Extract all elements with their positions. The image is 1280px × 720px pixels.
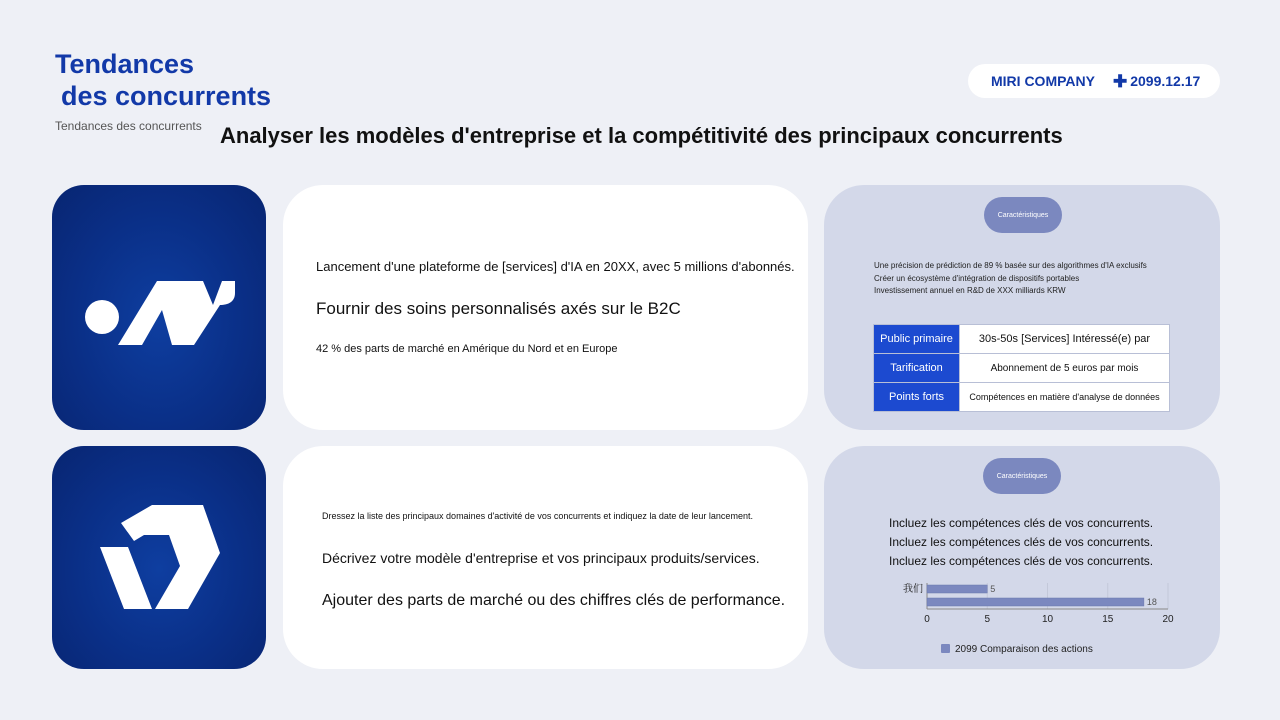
summary-line-2: Fournir des soins personnalisés axés sur le B2C	[316, 299, 681, 318]
competency-line: Incluez les compétences clés de vos concurrents.	[889, 535, 1154, 549]
x-tick-label: 5	[984, 614, 991, 625]
y-category-label: 我们	[903, 584, 923, 595]
table-key: Tarification	[874, 354, 960, 383]
bar	[927, 598, 1144, 606]
competitor-info-table	[873, 324, 1170, 412]
page-title	[55, 48, 271, 112]
headline: Analyser les modèles d'entreprise et la compétitivité des principaux concurrents	[220, 123, 1063, 148]
table-key: Points forts	[874, 383, 960, 412]
table-row	[874, 383, 1170, 412]
competitor-logo-card-2	[52, 446, 266, 669]
date-text: 2099.12.17	[1130, 73, 1201, 89]
table-row	[874, 325, 1170, 354]
company-badge	[968, 64, 1220, 98]
features-card-2	[824, 446, 1220, 669]
plus-icon: ✚	[1112, 71, 1128, 91]
x-tick-label: 0	[924, 614, 930, 625]
table-value: Compétences en matière d'analyse de données	[960, 383, 1170, 412]
features-bullets	[874, 260, 1147, 298]
company-name: MIRI COMPANY	[991, 73, 1095, 89]
summary-line-2: Décrivez votre modèle d'entreprise et vos principaux produits/services.	[322, 550, 760, 566]
table-value: 30s-50s [Services] Intéressé(e) par	[960, 325, 1170, 354]
table-value: Abonnement de 5 euros par mois	[960, 354, 1170, 383]
x-tick-label: 10	[1041, 614, 1054, 625]
title-line-2: des concurrents	[61, 81, 272, 111]
summary-line-3: 42 % des parts de marché en Amérique du Nord et en Europe	[316, 343, 618, 355]
feature-bullet: Une précision de prédiction de 89 % basée sur des algorithmes d'IA exclusifs	[874, 261, 1147, 270]
table-key: Public primaire	[874, 325, 960, 354]
dot-n-logo-icon	[52, 185, 266, 430]
competitor-summary-card-2	[283, 446, 808, 669]
legend-label: 2099 Comparaison des actions	[955, 644, 1093, 655]
date-badge	[1113, 73, 1200, 90]
title-line-1: Tendances	[55, 49, 195, 79]
legend-swatch	[941, 644, 950, 653]
competency-line: Incluez les compétences clés de vos concurrents.	[889, 516, 1154, 530]
summary-line-1: Dressez la liste des principaux domaines d'activité de vos concurrents et indiquez la date de leur lancement.	[322, 511, 753, 521]
bar-data-label: 18	[1146, 597, 1157, 607]
features-pill: Caractéristiques	[984, 197, 1062, 233]
features-pill: Caractéristiques	[983, 458, 1061, 494]
features-card-1	[824, 185, 1220, 430]
feature-bullet: Investissement annuel en R&D de XXX milliards KRW	[874, 286, 1066, 295]
summary-line-3: Ajouter des parts de marché ou des chiffres clés de performance.	[322, 592, 786, 609]
summary-line-1: Lancement d'une plateforme de [services] d'IA en 20XX, avec 5 millions d'abonnés.	[316, 259, 795, 274]
page-subtitle: Tendances des concurrents	[55, 119, 202, 133]
x-tick-label: 20	[1162, 614, 1174, 625]
feature-bullet: Créer un écosystème d'intégration de dispositifs portables	[874, 273, 1080, 283]
share-comparison-chart	[824, 446, 1220, 669]
bar-data-label: 5	[990, 584, 996, 594]
hexagon-d-logo-icon	[52, 446, 266, 669]
competitor-logo-card-1	[52, 185, 266, 430]
x-tick-label: 15	[1102, 614, 1114, 625]
competency-line: Incluez les compétences clés de vos concurrents.	[889, 554, 1154, 568]
table-row	[874, 354, 1170, 383]
bar	[927, 585, 987, 593]
competitor-summary-card-1	[283, 185, 808, 430]
